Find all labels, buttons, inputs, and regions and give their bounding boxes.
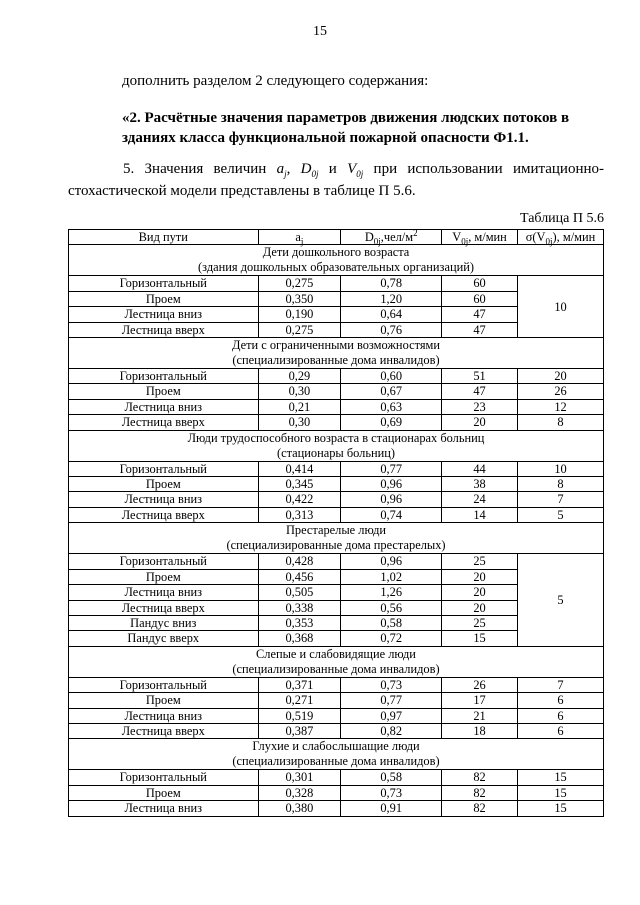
cell-path: Горизонтальный [69, 276, 259, 291]
table-row [69, 554, 604, 569]
cell-v: 47 [442, 322, 518, 337]
cell-v: 24 [442, 492, 518, 507]
para-separator-1: , [286, 161, 301, 177]
group-title-line-2: (здания дошкольных образовательных организаций) [198, 260, 474, 275]
cell-d: 0,58 [341, 615, 442, 630]
cell-path: Лестница вниз [69, 307, 259, 322]
group-title [69, 245, 604, 276]
cell-path: Лестница вниз [69, 801, 259, 816]
cell-a: 0,414 [258, 461, 341, 476]
cell-path: Проем [69, 477, 259, 492]
cell-v: 20 [442, 569, 518, 584]
cell-sigma: 10 [518, 461, 604, 476]
table-row [69, 677, 604, 692]
var-v: V [347, 161, 357, 177]
cell-a: 0,505 [258, 585, 341, 600]
cell-path: Горизонтальный [69, 677, 259, 692]
cell-d: 0,73 [341, 785, 442, 800]
cell-sigma: 6 [518, 693, 604, 708]
cell-path: Лестница вверх [69, 600, 259, 615]
var-a-subscript: j [284, 169, 287, 179]
cell-sigma: 8 [518, 477, 604, 492]
cell-v: 21 [442, 708, 518, 723]
cell-v: 20 [442, 600, 518, 615]
cell-v: 51 [442, 369, 518, 384]
cell-path: Горизонтальный [69, 770, 259, 785]
cell-v: 60 [442, 276, 518, 291]
cell-d: 0,56 [341, 600, 442, 615]
var-d-subscript: 0j [311, 169, 319, 179]
para-text-start: 5. Значения величин [123, 161, 277, 177]
group-header-row [69, 430, 604, 461]
cell-v: 47 [442, 384, 518, 399]
cell-a: 0,338 [258, 600, 341, 615]
cell-d: 1,26 [341, 585, 442, 600]
cell-a: 0,190 [258, 307, 341, 322]
cell-d: 0,91 [341, 801, 442, 816]
cell-d: 0,73 [341, 677, 442, 692]
table-row [69, 399, 604, 414]
cell-d: 0,63 [341, 399, 442, 414]
table-row [69, 770, 604, 785]
table-row [69, 708, 604, 723]
group-title-line-1: Слепые и слабовидящие люди [256, 646, 416, 661]
table-row [69, 492, 604, 507]
cell-d: 0,77 [341, 693, 442, 708]
cell-a: 0,456 [258, 569, 341, 584]
cell-a: 0,519 [258, 708, 341, 723]
group-title-line-2: (специализированные дома инвалидов) [232, 353, 440, 368]
cell-v: 17 [442, 693, 518, 708]
cell-a: 0,21 [258, 399, 341, 414]
cell-a: 0,371 [258, 677, 341, 692]
table-row [69, 801, 604, 816]
cell-d: 0,96 [341, 554, 442, 569]
cell-path: Горизонтальный [69, 461, 259, 476]
cell-path: Лестница вверх [69, 322, 259, 337]
table-header-row [69, 230, 604, 245]
cell-a: 0,428 [258, 554, 341, 569]
var-d: D [300, 161, 312, 177]
group-title [69, 523, 604, 554]
table-row [69, 415, 604, 430]
cell-path: Лестница вверх [69, 507, 259, 522]
group-title [69, 430, 604, 461]
cell-path: Пандус вниз [69, 615, 259, 630]
cell-d: 0,96 [341, 477, 442, 492]
page-number: 15 [313, 24, 327, 39]
cell-sigma: 15 [518, 770, 604, 785]
cell-d: 0,67 [341, 384, 442, 399]
group-title-line-1: Люди трудоспособного возраста в стационарах больниц [187, 430, 485, 445]
cell-a: 0,29 [258, 369, 341, 384]
cell-v: 82 [442, 801, 518, 816]
cell-v: 23 [442, 399, 518, 414]
group-title-line-1: Дети с ограниченными возможностями [232, 338, 440, 353]
table-row [69, 461, 604, 476]
cell-a: 0,275 [258, 322, 341, 337]
cell-path: Пандус вверх [69, 631, 259, 646]
cell-path: Лестница вниз [69, 492, 259, 507]
cell-a: 0,422 [258, 492, 341, 507]
group-title-line-2: (специализированные дома инвалидов) [232, 754, 440, 769]
cell-d: 0,64 [341, 307, 442, 322]
cell-sigma-merged: 5 [518, 554, 604, 646]
group-header-row [69, 245, 604, 276]
table-body [69, 245, 604, 816]
var-a: a [276, 161, 285, 177]
cell-path: Лестница вверх [69, 723, 259, 738]
cell-a: 0,275 [258, 276, 341, 291]
group-title-line-2: (специализированные дома инвалидов) [232, 661, 440, 676]
cell-d: 0,77 [341, 461, 442, 476]
cell-d: 0,72 [341, 631, 442, 646]
cell-sigma: 8 [518, 415, 604, 430]
cell-a: 0,328 [258, 785, 341, 800]
para-separator-2: и [318, 161, 348, 177]
cell-a: 0,313 [258, 507, 341, 522]
cell-a: 0,301 [258, 770, 341, 785]
cell-d: 0,69 [341, 415, 442, 430]
section-heading: «2. Расчётные значения параметров движения людских потоков в зданиях класса функциональной пожарной опасности Ф1.1. [122, 110, 570, 146]
cell-sigma: 7 [518, 677, 604, 692]
group-title-line-1: Престарелые люди [285, 523, 387, 538]
cell-sigma: 5 [518, 507, 604, 522]
cell-d: 0,74 [341, 507, 442, 522]
group-title-line-2: (стационары больниц) [276, 445, 396, 460]
table-row [69, 369, 604, 384]
paragraph [68, 158, 604, 202]
cell-sigma: 15 [518, 785, 604, 800]
cell-v: 82 [442, 785, 518, 800]
cell-path: Проем [69, 693, 259, 708]
table-caption: Таблица П 5.6 [520, 211, 604, 226]
cell-d: 0,97 [341, 708, 442, 723]
cell-path: Лестница вниз [69, 399, 259, 414]
intro-text: дополнить разделом 2 следующего содержания: [122, 73, 429, 89]
header-d: $D_{0j},чел/м^2$ [341, 230, 442, 245]
cell-a: 0,350 [258, 291, 341, 306]
cell-path: Лестница вниз [69, 585, 259, 600]
table-row [69, 693, 604, 708]
header-a: $a_j$ [258, 230, 341, 245]
group-title [69, 739, 604, 770]
cell-path: Лестница вверх [69, 415, 259, 430]
cell-a: 0,345 [258, 477, 341, 492]
cell-d: 1,20 [341, 291, 442, 306]
cell-v: 20 [442, 585, 518, 600]
group-title-line-1: Дети дошкольного возраста [262, 245, 410, 260]
cell-path: Проем [69, 384, 259, 399]
group-header-row [69, 646, 604, 677]
cell-sigma: 26 [518, 384, 604, 399]
group-title-line-1: Глухие и слабослышащие люди [252, 739, 420, 754]
table-row [69, 723, 604, 738]
cell-a: 0,368 [258, 631, 341, 646]
cell-sigma: 20 [518, 369, 604, 384]
cell-a: 0,30 [258, 384, 341, 399]
cell-a: 0,387 [258, 723, 341, 738]
var-v-subscript: 0j [356, 169, 364, 179]
cell-a: 0,380 [258, 801, 341, 816]
cell-sigma: 12 [518, 399, 604, 414]
table-row [69, 276, 604, 291]
parameters-table [68, 229, 604, 817]
cell-sigma: 7 [518, 492, 604, 507]
cell-sigma-merged: 10 [518, 276, 604, 338]
group-title-line-2: (специализированные дома престарелых) [226, 538, 446, 553]
cell-sigma: 15 [518, 801, 604, 816]
cell-a: 0,353 [258, 615, 341, 630]
cell-path: Проем [69, 569, 259, 584]
cell-d: 0,60 [341, 369, 442, 384]
cell-v: 18 [442, 723, 518, 738]
cell-v: 26 [442, 677, 518, 692]
cell-d: 1,02 [341, 569, 442, 584]
cell-sigma: 6 [518, 708, 604, 723]
cell-v: 44 [442, 461, 518, 476]
cell-v: 20 [442, 415, 518, 430]
cell-a: 0,271 [258, 693, 341, 708]
cell-path: Проем [69, 785, 259, 800]
cell-v: 15 [442, 631, 518, 646]
table-row [69, 384, 604, 399]
cell-d: 0,96 [341, 492, 442, 507]
group-title [69, 338, 604, 369]
cell-d: 0,82 [341, 723, 442, 738]
group-header-row [69, 523, 604, 554]
header-sigma: $\sigma(V_{0j})$, м/мин [518, 230, 604, 245]
cell-v: 25 [442, 554, 518, 569]
cell-v: 25 [442, 615, 518, 630]
table-row [69, 785, 604, 800]
header-v: $V_{0j}$, м/мин [442, 230, 518, 245]
table-row [69, 507, 604, 522]
cell-v: 14 [442, 507, 518, 522]
cell-path: Лестница вниз [69, 708, 259, 723]
group-header-row [69, 338, 604, 369]
cell-path: Проем [69, 291, 259, 306]
cell-d: 0,58 [341, 770, 442, 785]
table-row [69, 477, 604, 492]
group-title [69, 646, 604, 677]
cell-d: 0,78 [341, 276, 442, 291]
cell-d: 0,76 [341, 322, 442, 337]
header-path: Вид пути [69, 230, 259, 245]
cell-sigma: 6 [518, 723, 604, 738]
group-header-row [69, 739, 604, 770]
cell-v: 47 [442, 307, 518, 322]
cell-v: 60 [442, 291, 518, 306]
cell-v: 82 [442, 770, 518, 785]
cell-v: 38 [442, 477, 518, 492]
cell-a: 0,30 [258, 415, 341, 430]
cell-path: Горизонтальный [69, 369, 259, 384]
para-text-end: при использовании имитационно-стохастической модели представлены в таблице П 5.6. [68, 161, 604, 199]
cell-path: Горизонтальный [69, 554, 259, 569]
